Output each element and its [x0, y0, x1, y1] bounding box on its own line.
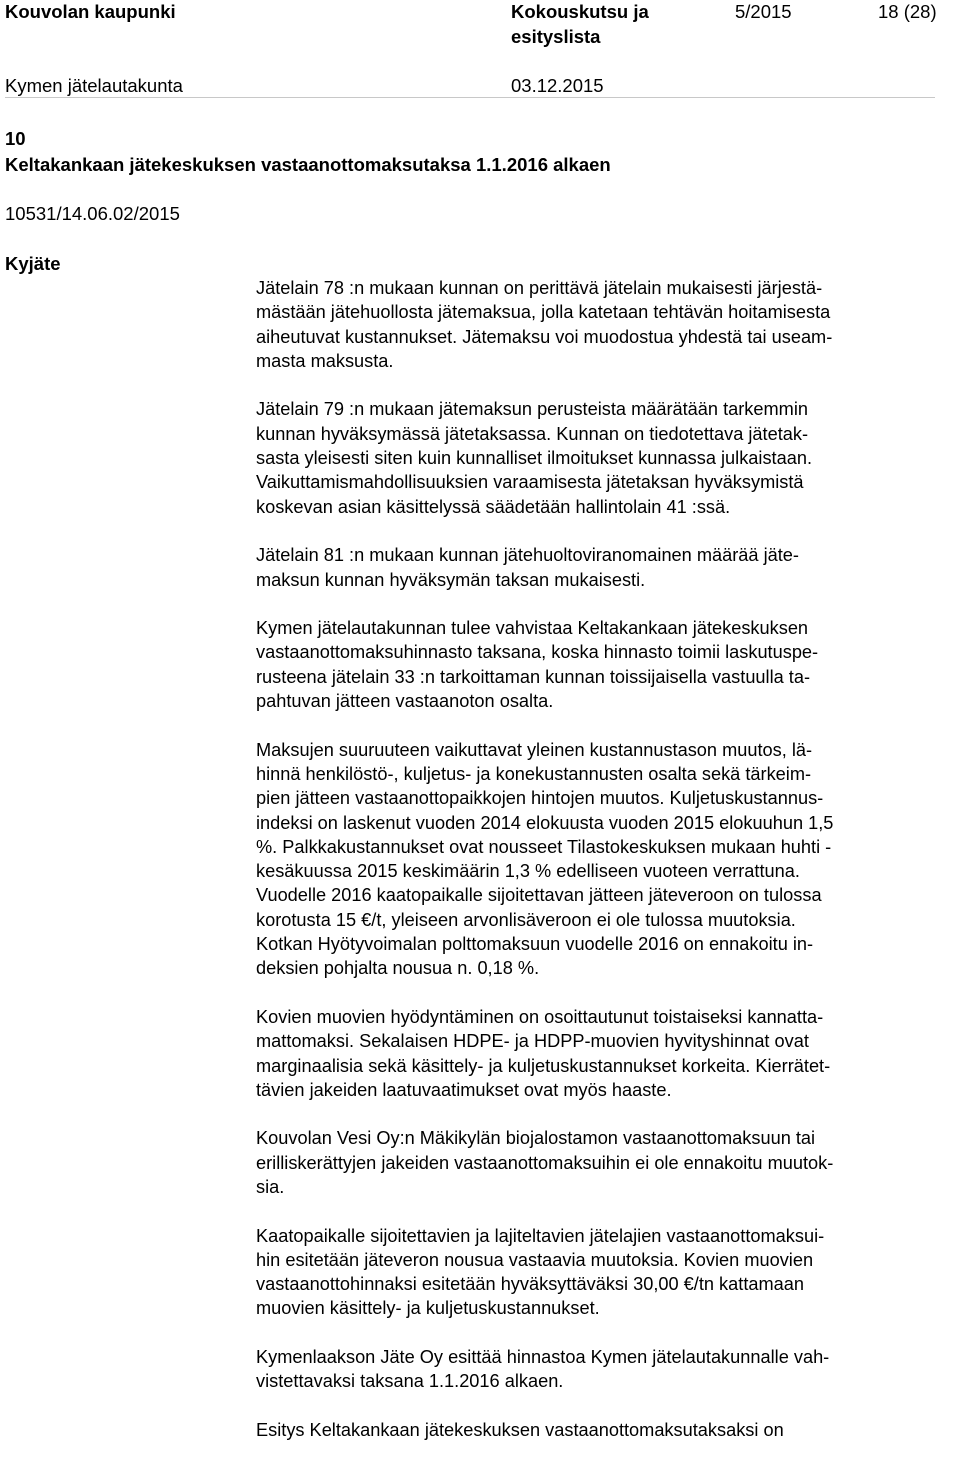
header-divider: [5, 97, 935, 98]
paragraph-line: Vaikuttamismahdollisuuksien varaamisesta jätetaksan hyväksymistä: [256, 472, 804, 493]
paragraph-line: sia.: [256, 1176, 285, 1197]
document-type-line-2: esityslista: [511, 26, 601, 47]
paragraph-line: masta maksusta.: [256, 350, 394, 371]
paragraph-line: %. Palkkakustannukset ovat nousseet Tilastokeskuksen mukaan huhti -: [256, 836, 832, 857]
paragraph-line: aiheutuvat kustannukset. Jätemaksu voi muodostua yhdestä tai useam-: [256, 326, 833, 347]
paragraph-line: korotusta 15 €/t, yleiseen arvonlisäveroon ei ole tulossa muutoksia.: [256, 909, 796, 930]
paragraph: [256, 1418, 936, 1442]
paragraph-line: hin esitetään jäteveron nousua vastaavia muutoksia. Kovien muovien: [256, 1249, 814, 1270]
paragraph: [256, 1345, 936, 1394]
paragraph-line: pien jätteen vastaanottopaikkojen hintojen muutos. Kuljetuskustannus-: [256, 788, 824, 809]
paragraph-line: Jätelain 78 :n mukaan kunnan on perittävä jätelain mukaisesti järjestä-: [256, 278, 823, 298]
meeting-number: 5/2015: [735, 1, 792, 22]
paragraph-line: Vuodelle 2016 kaatopaikalle sijoitettavan jätteen jäteveroon on tulossa: [256, 885, 822, 906]
paragraph-line: Kaatopaikalle sijoitettavien ja lajiteltavien jätelajien vastaanottomaksui-: [256, 1225, 825, 1246]
paragraph-line: Maksujen suuruuteen vaikuttavat yleinen kustannustason muutos, lä-: [256, 739, 813, 760]
paragraph-line: Kotkan Hyötyvoimalan polttomaksuun vuodelle 2016 on ennakoitu in-: [256, 934, 814, 955]
paragraph-line: mattomaksi. Sekalaisen HDPE- ja HDPP-muovien hyvityshinnat ovat: [256, 1031, 809, 1052]
paragraph: [256, 1005, 936, 1102]
paragraph-line: muovien käsittely- ja kuljetuskustannukset.: [256, 1298, 600, 1319]
page-number: 18 (28): [878, 1, 937, 22]
paragraph: [256, 738, 936, 981]
paragraph-line: Kouvolan Vesi Oy:n Mäkikylän biojalostamon vastaanottomaksuun tai: [256, 1128, 816, 1149]
paragraph-line: mästään jätehuollosta jätemaksua, jolla katetaan tehtävän hoitamisesta: [256, 302, 831, 323]
paragraph-spacer: [256, 1321, 936, 1345]
paragraph-line: deksien pohjalta nousua n. 0,18 %.: [256, 958, 540, 979]
paragraph: [256, 276, 936, 373]
paragraph-line: Kymenlaakson Jäte Oy esittää hinnastoa Kymen jätelautakunnalle vah-: [256, 1347, 830, 1368]
paragraph-spacer: [256, 713, 936, 737]
paragraph-line: sasta yleisesti siten kuin kunnalliset ilmoitukset kunnassa julkaistaan.: [256, 448, 813, 469]
paragraph-spacer: [256, 981, 936, 1005]
paragraph: [256, 397, 936, 518]
item-title: Keltakankaan jätekeskuksen vastaanottomaksutaksa 1.1.2016 alkaen: [5, 154, 611, 175]
paragraph-line: vistettavaksi taksana 1.1.2016 alkaen.: [256, 1371, 564, 1392]
paragraph-spacer: [256, 1199, 936, 1223]
diary-number: 10531/14.06.02/2015: [5, 203, 180, 224]
paragraph-line: Jätelain 79 :n mukaan jätemaksun perusteista määrätään tarkemmin: [256, 399, 808, 420]
paragraph-line: Jätelain 81 :n mukaan kunnan jätehuoltoviranomainen määrää jäte-: [256, 545, 799, 566]
item-body: [256, 276, 936, 1442]
paragraph-line: marginaalisia sekä käsittely- ja kuljetuskustannukset korkeita. Kierrätet-: [256, 1055, 831, 1076]
paragraph: [256, 616, 936, 713]
paragraph-spacer: [256, 1102, 936, 1126]
paragraph-line: Kovien muovien hyödyntäminen on osoittautunut toistaiseksi kannatta-: [256, 1006, 824, 1027]
paragraph-line: maksun kunnan hyväksymän taksan mukaisesti.: [256, 569, 646, 590]
section-label: Kyjäte: [5, 253, 61, 274]
paragraph-line: pahtuvan jätteen vastaanoton osalta.: [256, 691, 554, 712]
paragraph-line: koskevan asian käsittelyssä säädetään hallintolain 41 :ssä.: [256, 496, 731, 517]
paragraph-line: rusteena jätelain 33 :n tarkoittaman kunnan toissijaisella vastuulla ta-: [256, 666, 811, 687]
paragraph: [256, 1224, 936, 1321]
paragraph-line: vastaanottohinnaksi esitetään hyväksyttäväksi 30,00 €/tn kattamaan: [256, 1274, 804, 1295]
paragraph-line: indeksi on laskenut vuoden 2014 elokuusta vuoden 2015 elokuuhun 1,5: [256, 812, 834, 833]
paragraph: [256, 1126, 936, 1199]
paragraph-line: erilliskerättyjen jakeiden vastaanottomaksuihin ei ole ennakoitu muutok-: [256, 1152, 834, 1173]
paragraph-line: Esitys Keltakankaan jätekeskuksen vastaanottomaksutaksaksi on: [256, 1419, 784, 1440]
paragraph-spacer: [256, 519, 936, 543]
paragraph-spacer: [256, 373, 936, 397]
meeting-date: 03.12.2015: [511, 75, 604, 96]
document-type-line-1: Kokouskutsu ja: [511, 1, 649, 22]
paragraph-line: vastaanottomaksuhinnasto taksana, koska hinnasto toimii laskutuspe-: [256, 642, 819, 663]
paragraph-line: Kymen jätelautakunnan tulee vahvistaa Keltakankaan jätekeskuksen: [256, 618, 809, 639]
item-number: 10: [5, 128, 26, 149]
paragraph-spacer: [256, 592, 936, 616]
paragraph-line: tävien jakeiden laatuvaatimukset ovat myös haaste.: [256, 1079, 672, 1100]
paragraph-spacer: [256, 1394, 936, 1418]
paragraph: [256, 543, 936, 592]
paragraph-line: hinnä henkilöstö-, kuljetus- ja konekustannusten osalta sekä tärkeim-: [256, 763, 812, 784]
paragraph-line: kunnan hyväksymässä jätetaksassa. Kunnan on tiedotettava jätetak-: [256, 423, 809, 444]
paragraph-line: kesäkuussa 2015 keskimäärin 1,3 % edelliseen vuoteen verrattuna.: [256, 861, 800, 882]
committee-name: Kymen jätelautakunta: [5, 75, 183, 96]
city-name: Kouvolan kaupunki: [5, 1, 176, 22]
